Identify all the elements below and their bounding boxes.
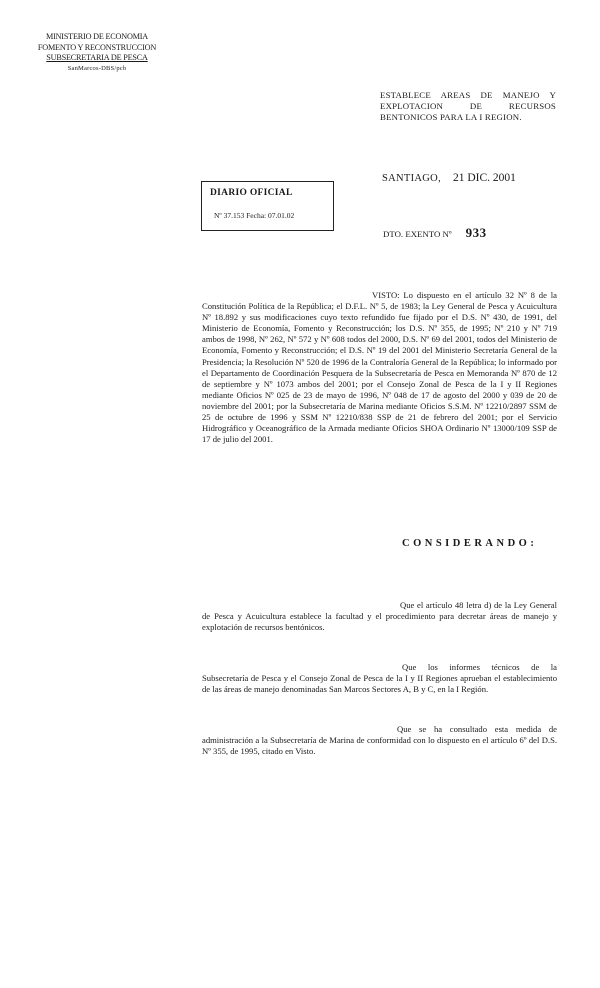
ministry-header (22, 32, 172, 73)
decree-number-line (383, 225, 487, 241)
visto-paragraph: VISTO: Lo dispuesto en el artículo 32 Nº 8 de la Constitución Política de la República; el D.F.L. Nº 5, de 1983; la Ley General de Pesca y Acuicultura Nº 18.892 y sus modificaciones cuyo texto refundido fue fijado por el D.S. Nº 430, de 1991, del Ministerio de Economía, Fomento y Reconstrucción; los D.S. Nº 355, de 1995; Nº 210 y Nº 719 ambos de 1998, Nº 262, Nº 572 y Nº 608 todos del 2000, D.S. Nº 69 del 2001, todos del Ministerio de Economía, Fomento y Reconstrucción; el D.S. Nº 19 del 2001 del Ministerio Secretaría General de la Presidencia; la Resolución Nº 520 de 1996 de la Contraloría General de la República; lo informado por el Departamento de Coordinación Pesquera de la Subsecretaría de Pesca en Memoranda Nº 870 de 12 de septiembre y Nº 1073 ambos del 2001; por el Consejo Zonal de Pesca de la I y II Regiones mediante Oficios Nº 025 de 23 de mayo de 1996, Nº 048 de 17 de agosto del 2000 y 039 de 20 de noviembre del 2001; por la Subsecretaría de Marina mediante Oficios S.S.M. Nº 12210/2897 SSM de 25 de octubre de 1996 y SSM Nº 12210/838 SSP de 21 de febrero del 2001; por el Servicio Hidrográfico y Oceanográfico de la Armada mediante Oficios SHOA Ordinario Nº 13000/109 SSP de 17 de julio del 2001. (202, 290, 557, 445)
decree-number: 933 (465, 225, 487, 240)
diario-oficial-title: DIARIO OFICIAL (210, 188, 293, 198)
decree-subject: ESTABLECE AREAS DE MANEJO Y EXPLOTACION DE RECURSOS BENTONICOS PARA LA I REGION. (380, 90, 556, 122)
place-name: SANTIAGO, (382, 173, 441, 184)
ministry-name-line1: MINISTERIO DE ECONOMIA (45, 32, 149, 41)
diario-oficial-info: Nº 37.153 Fecha: 07.01.02 (214, 211, 295, 220)
decree-label: DTO. EXENTO Nº (383, 229, 452, 239)
diario-oficial-box (201, 181, 334, 231)
place-date-line (382, 172, 516, 184)
considerando-paragraph-3: Que se ha consultado esta medida de administración a la Subsecretaría de Marina de conformidad con lo dispuesto en el artículo 6º del D.S. Nº 355, de 1995, citado en Visto. (202, 724, 557, 757)
ministry-name-line2: FOMENTO Y RECONSTRUCCION (37, 42, 157, 52)
decree-date: 21 DIC. 2001 (453, 172, 516, 184)
considerando-heading: CONSIDERANDO: (402, 538, 538, 549)
subsecretaria-name: SUBSECRETARIA DE PESCA (46, 53, 148, 62)
document-reference: SanMarcos-DBS/pcb (67, 64, 127, 72)
considerando-paragraph-1: Que el artículo 48 letra d) de la Ley General de Pesca y Acuicultura establece la facultad y el procedimiento para decretar áreas de manejo y explotación de recursos bentónicos. (202, 600, 557, 633)
considerando-paragraph-2: Que los informes técnicos de la Subsecretaría de Pesca y el Consejo Zonal de Pesca de la I y II Regiones aprueban el establecimiento de las áreas de manejo denominadas San Marcos Sectores A, B y C, en la I Región. (202, 662, 557, 695)
